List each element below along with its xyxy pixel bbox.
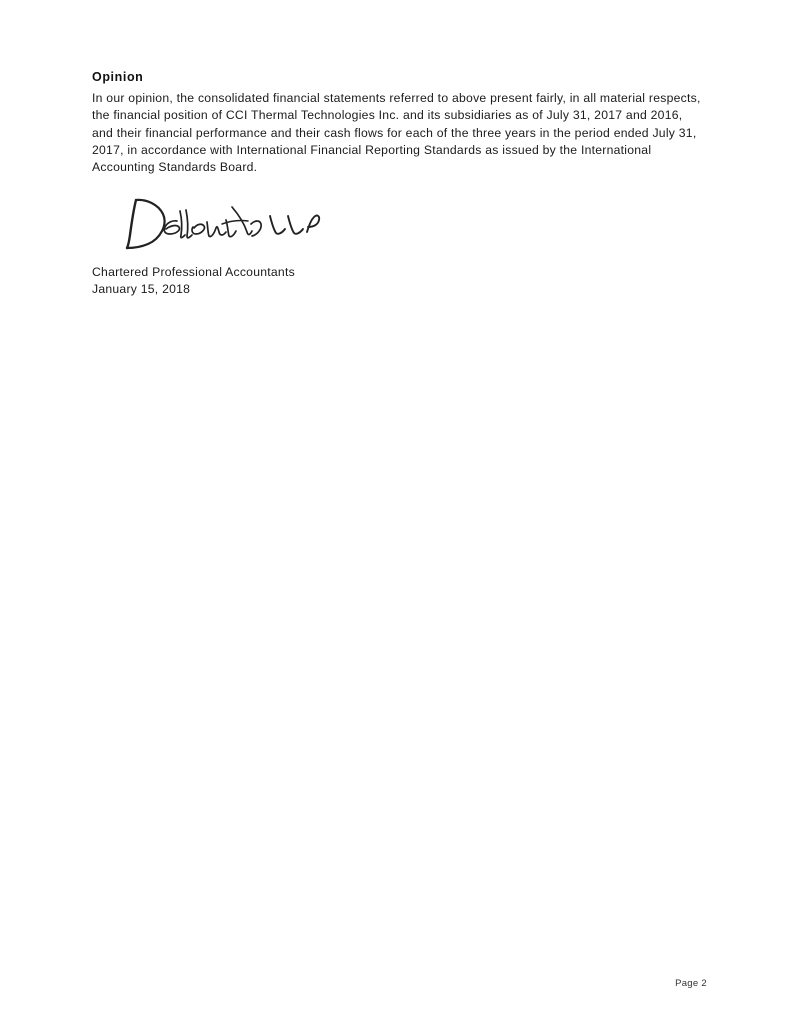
page-content <box>92 70 704 298</box>
signature-block <box>108 190 704 262</box>
signature-deloitte-llp-icon <box>108 190 338 262</box>
signoff-date: January 15, 2018 <box>92 282 191 297</box>
page-number: Page 2 <box>675 978 707 989</box>
signoff-block <box>92 264 704 297</box>
firm-title: Chartered Professional Accountants <box>92 265 295 280</box>
page-footer <box>0 973 799 991</box>
page-title: Opinion <box>92 70 144 84</box>
opinion-paragraph: In our opinion, the consolidated financial statements referred to above present fairly, in all material respects, the financial position of CCI Thermal Technologies Inc. and its subsidiaries as of July 31, 2017 and 2016, and their financial performance and their cash flows for each of the three years in the period ended July 31, 2017, in accordance with International Financial Reporting Standards as issued by the International Accounting Standards Board. <box>92 91 701 175</box>
